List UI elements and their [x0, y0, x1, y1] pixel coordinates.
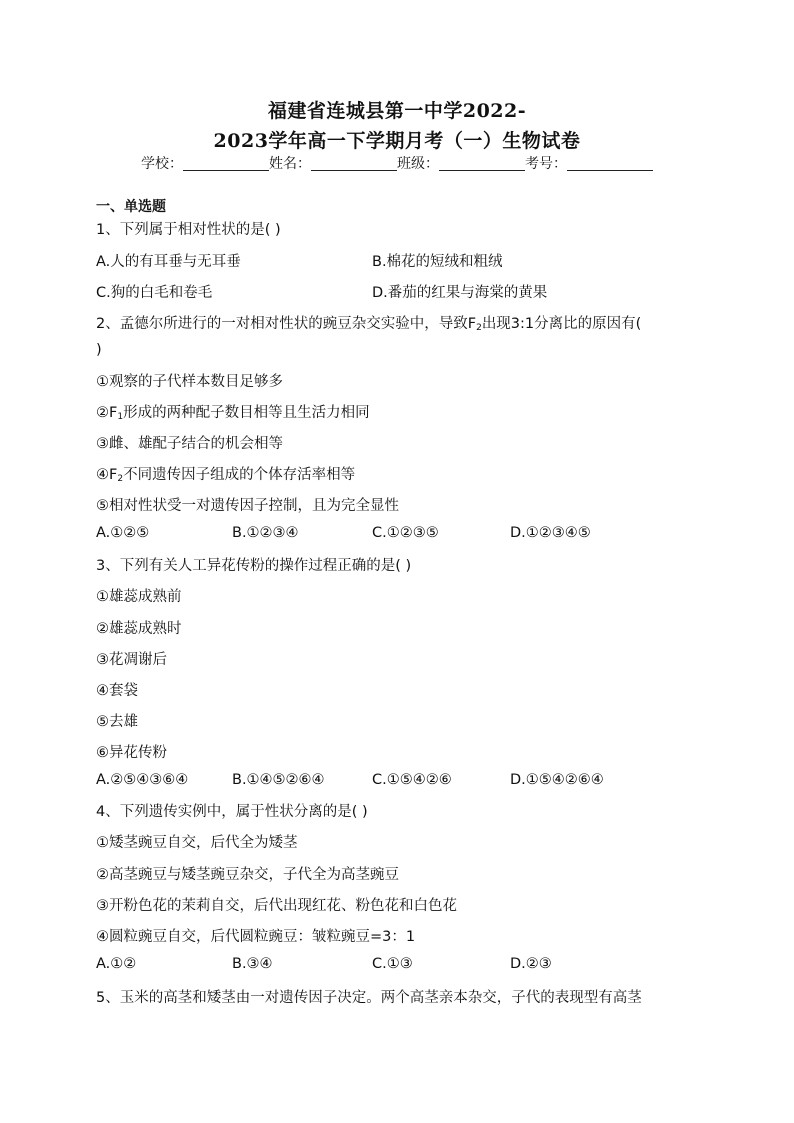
- q3-step-1: ①雄蕊成熟前: [96, 589, 182, 605]
- q4-stem: 4、下列遗传实例中，属于性状分离的是( ): [96, 804, 368, 820]
- number-label: 考号：: [525, 156, 567, 172]
- q3-option-d[interactable]: D.①⑤④②⑥④: [510, 772, 604, 788]
- q3-option-c[interactable]: C.①⑤④②⑥: [372, 772, 452, 788]
- q4-option-a[interactable]: A.①②: [96, 956, 137, 972]
- q3-step-3: ③花凋谢后: [96, 652, 167, 668]
- class-label: 班级：: [397, 156, 439, 172]
- q2-option-a[interactable]: A.①②⑤: [96, 525, 150, 541]
- exam-title-line-2: 2023学年高一下学期月考（一）生物试卷: [213, 130, 581, 152]
- school-blank[interactable]: [183, 155, 269, 171]
- q4-statement-1: ①矮茎豌豆自交，后代全为矮茎: [96, 835, 298, 851]
- q2-option-c[interactable]: C.①②③⑤: [372, 525, 439, 541]
- q3-option-b[interactable]: B.①④⑤②⑥④: [232, 772, 325, 788]
- section-title: 一、单选题: [96, 199, 166, 215]
- q2-option-b[interactable]: B.①②③④: [232, 525, 299, 541]
- student-info-row: [0, 153, 794, 173]
- q4-statement-2: ②高茎豌豆与矮茎豌豆杂交，子代全为高茎豌豆: [96, 867, 399, 883]
- q2-statement-2: $②F_1$形成的两种配子数目相等且生活力相同: [96, 405, 370, 422]
- name-label: 姓名：: [269, 156, 311, 172]
- q2-statement-4: $④F_2$不同遗传因子组成的个体存活率相等: [96, 467, 356, 484]
- q4-statement-4: ④圆粒豌豆自交，后代圆粒豌豆：皱粒豌豆=3：1: [96, 929, 416, 945]
- q2-statement-3: ③雌、雄配子结合的机会相等: [96, 436, 283, 452]
- exam-title-line-1: 福建省连城县第一中学2022-: [267, 100, 527, 122]
- q4-statement-3: ③开粉色花的茉莉自交，后代出现红花、粉色花和白色花: [96, 898, 457, 914]
- q1-option-b[interactable]: B.棉花的短绒和粗绒: [372, 254, 503, 270]
- q1-option-a[interactable]: A.人的有耳垂与无耳垂: [96, 254, 241, 270]
- q3-step-5: ⑤去雄: [96, 714, 138, 730]
- q2-stem-continued: ): [96, 342, 102, 358]
- q3-stem: 3、下列有关人工异花传粉的操作过程正确的是( ): [96, 558, 412, 574]
- q1-option-d[interactable]: D.番茄的红果与海棠的黄果: [372, 285, 548, 301]
- q4-option-b[interactable]: B.③④: [232, 956, 273, 972]
- q4-option-c[interactable]: C.①③: [372, 956, 413, 972]
- q3-step-2: ②雄蕊成熟时: [96, 621, 182, 637]
- q1-option-c[interactable]: C.狗的白毛和卷毛: [96, 285, 213, 301]
- q3-step-6: ⑥异花传粉: [96, 745, 167, 761]
- q3-option-a[interactable]: A.②⑤④③⑥④: [96, 772, 189, 788]
- q2-option-d[interactable]: D.①②③④⑤: [510, 525, 591, 541]
- q2-statement-1: ①观察的子代样本数目足够多: [96, 374, 283, 390]
- q2-statement-5: ⑤相对性状受一对遗传因子控制，且为完全显性: [96, 498, 399, 514]
- q5-stem: 5、玉米的高茎和矮茎由一对遗传因子决定。两个高茎亲本杂交，子代的表现型有高茎: [96, 990, 642, 1006]
- name-blank[interactable]: [311, 155, 397, 171]
- class-blank[interactable]: [439, 155, 525, 171]
- q4-option-d[interactable]: D.②③: [510, 956, 552, 972]
- number-blank[interactable]: [567, 155, 653, 171]
- school-label: 学校：: [141, 156, 183, 172]
- q2-stem: 2、孟德尔所进行的一对相对性状的豌豆杂交实验中，导致$F_2$出现3:1分离比的原因有(: [96, 316, 642, 333]
- q1-stem: 1、下列属于相对性状的是( ): [96, 222, 281, 238]
- q3-step-4: ④套袋: [96, 683, 138, 699]
